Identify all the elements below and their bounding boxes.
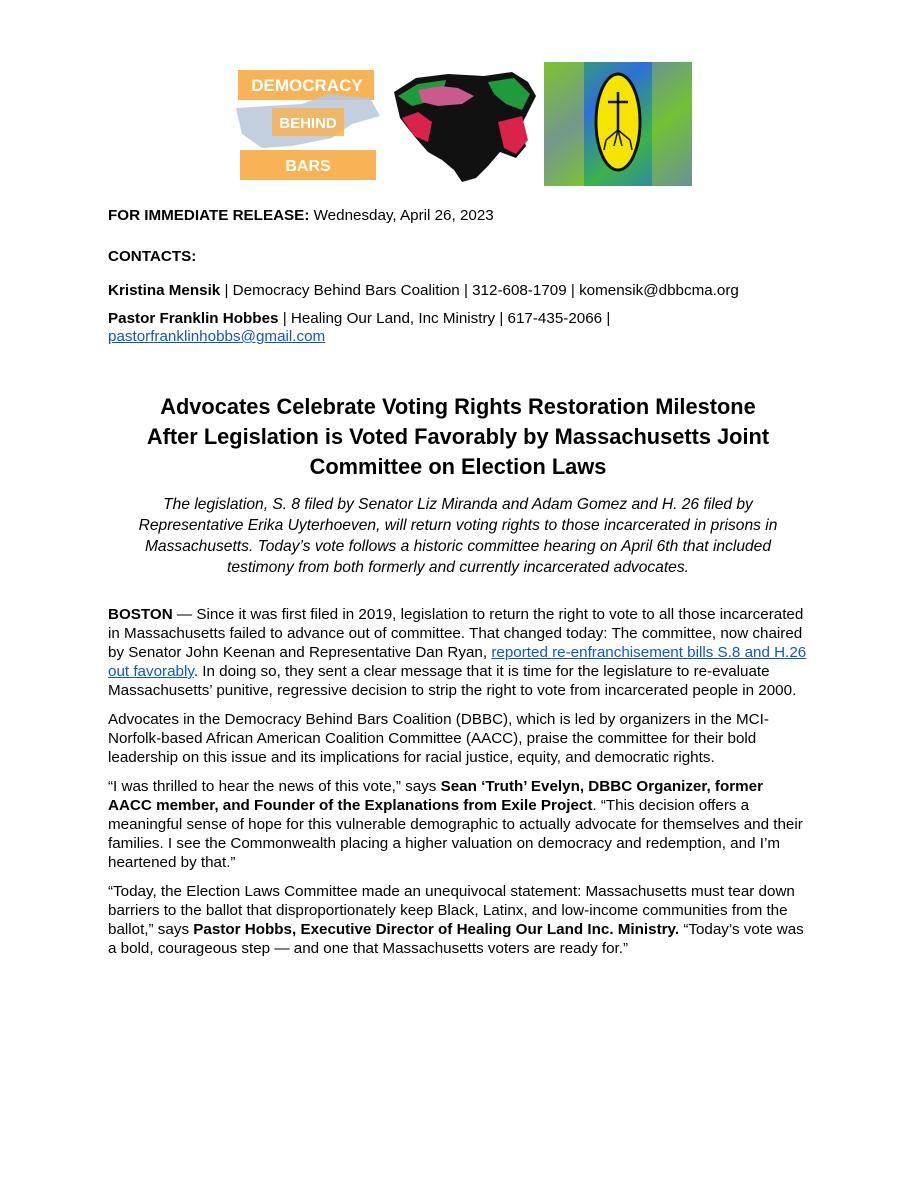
logo-text-bars: BARS <box>285 158 331 175</box>
release-date: Wednesday, April 26, 2023 <box>313 207 494 224</box>
paragraph-text: . In doing so, they sent a clear message that it is time for the legislature to re-evaluate Massachusetts’ punitive, regressive decision to strip the right to vote from incarcerated people in 2000. <box>108 663 797 699</box>
logo-row <box>0 62 914 192</box>
paragraph-quote-hobbs <box>108 882 808 958</box>
subhead-line: testimony from both formerly and currently incarcerated advocates. <box>227 559 689 576</box>
contact-name: Kristina Mensik <box>108 282 221 299</box>
subhead-line: The legislation, S. 8 filed by Senator Liz Miranda and Adam Gomez and H. 26 filed by <box>163 496 753 513</box>
logo-yellow-wash-right <box>652 62 692 186</box>
logo-yellow-wash-left <box>544 62 584 186</box>
healing-our-land-logo <box>544 62 692 186</box>
contact-kristina <box>108 282 808 300</box>
dateline: BOSTON <box>108 606 173 623</box>
release-line <box>108 206 808 225</box>
subhead-line: Representative Erika Uyterhoeven, will return voting rights to those incarcerated in prisons in <box>138 517 778 534</box>
headline <box>102 392 814 482</box>
subheadline <box>108 494 808 578</box>
africa-america-map-logo <box>388 66 540 186</box>
contacts-heading-text: CONTACTS: <box>108 248 197 265</box>
headline-line: Committee on Election Laws <box>309 454 607 479</box>
contact-franklin <box>108 310 808 346</box>
release-label: FOR IMMEDIATE RELEASE: <box>108 207 310 224</box>
paragraph-boston <box>108 605 808 700</box>
contact-details: | Healing Our Land, Inc Ministry | 617-435-2066 | <box>278 310 611 327</box>
contact-email-link[interactable]: pastorfranklinhobbs@gmail.com <box>108 328 326 345</box>
contact-details: | Democracy Behind Bars Coalition | 312-608-1709 | komensik@dbbcma.org <box>220 282 739 299</box>
contact-name: Pastor Franklin Hobbes <box>108 310 279 327</box>
democracy-behind-bars-logo <box>232 64 382 186</box>
paragraph-text: Advocates in the Democracy Behind Bars Coalition (DBBC), which is led by organizers in the MCI-Norfolk-based African American Coalition Committee (AACC), praise the committee for their bold leadership on this issue and its implications for racial justice, equity, and democratic rights. <box>108 711 769 766</box>
logo-text-behind: BEHIND <box>279 115 337 132</box>
press-release <box>108 206 808 968</box>
paragraph-quote-evelyn <box>108 777 808 872</box>
speaker-attribution: Sean ‘Truth’ Evelyn, DBBC Organizer, former AACC member, and Founder of the Explanations from Exile Project <box>108 778 763 814</box>
paragraph-advocates <box>108 710 808 767</box>
paragraph-text: — Since it was first filed in 2019, legislation to return the right to vote to all those incarcerated in Massachusetts failed to advance out of committee. That changed today: The committee, now chaired by Senator John Keenan and Representative Dan Ryan, <box>108 606 804 661</box>
headline-line: After Legislation is Voted Favorably by Massachusetts Joint <box>146 424 770 449</box>
paragraph-text: “I was thrilled to hear the news of this vote,” says <box>108 778 441 795</box>
reported-bills-link[interactable]: reported re-enfranchisement bills S.8 and H.26 out favorably <box>108 644 807 680</box>
contacts-heading <box>108 247 808 266</box>
paragraph-text: . “This decision offers a meaningful sense of hope for this vulnerable demographic to actually advocate for themselves and their families. I see the Commonwealth placing a higher valuation on democracy and redemption, and I’m heartened by that.” <box>108 797 803 871</box>
logo-text-democracy: DEMOCRACY <box>251 76 363 95</box>
paragraph-text: “Today’s vote was a bold, courageous step — and one that Massachusetts voters are ready for.” <box>108 921 804 957</box>
headline-line: Advocates Celebrate Voting Rights Restoration Milestone <box>160 394 756 419</box>
speaker-attribution: Pastor Hobbs, Executive Director of Healing Our Land Inc. Ministry. <box>193 921 680 938</box>
subhead-line: Massachusetts. Today’s vote follows a historic committee hearing on April 6th that included <box>144 538 772 555</box>
paragraph-text: “Today, the Election Laws Committee made an unequivocal statement: Massachusetts must tear down barriers to the ballot that disproportionately keep Black, Latinx, and low-income communities from the ballot,” says <box>108 883 795 938</box>
